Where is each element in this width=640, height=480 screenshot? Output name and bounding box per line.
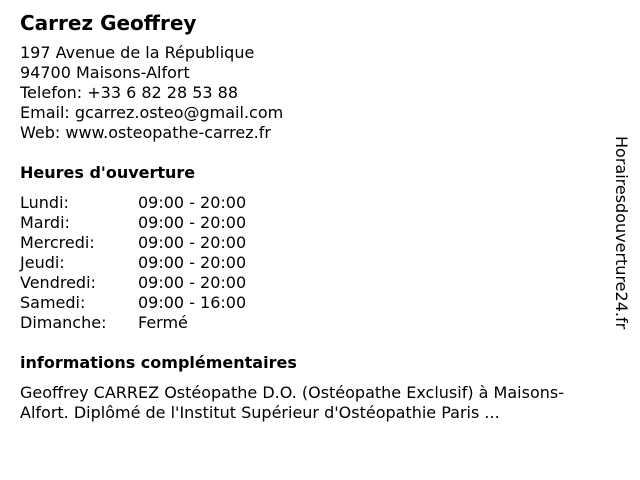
day-hours: 09:00 - 20:00 — [138, 233, 247, 252]
day-label: Vendredi: — [20, 273, 96, 292]
day-hours: 09:00 - 20:00 — [138, 213, 247, 232]
day-hours: Fermé — [138, 313, 188, 332]
business-name: Carrez Geoffrey — [20, 11, 197, 35]
business-card — [20, 10, 610, 423]
day-label: Samedi: — [20, 293, 86, 312]
info-heading: informations complémentaires — [20, 353, 297, 372]
email-line: Email: gcarrez.osteo@gmail.com — [20, 103, 284, 122]
hours-row-monday — [20, 193, 610, 213]
day-label: Mercredi: — [20, 233, 95, 252]
day-label: Lundi: — [20, 193, 69, 212]
web-line: Web: www.osteopathe-carrez.fr — [20, 123, 271, 142]
day-label: Jeudi: — [20, 253, 65, 272]
hours-row-wednesday — [20, 233, 610, 253]
hours-heading: Heures d'ouverture — [20, 163, 196, 182]
hours-row-tuesday — [20, 213, 610, 233]
hours-row-sunday — [20, 313, 610, 333]
contact-block — [20, 43, 610, 143]
day-hours: 09:00 - 20:00 — [138, 253, 247, 272]
info-text: Geoffrey CARREZ Ostéopathe D.O. (Ostéopathe Exclusif) à Maisons-Alfort. Diplômé de l'Institut Supérieur d'Ostéopathie Paris ... — [20, 383, 564, 422]
phone-line: Telefon: +33 6 82 28 53 88 — [20, 83, 239, 102]
site-watermark: Horairesdouverture24.fr — [612, 136, 631, 330]
day-hours: 09:00 - 20:00 — [138, 273, 247, 292]
hours-row-saturday — [20, 293, 610, 313]
hours-row-thursday — [20, 253, 610, 273]
day-label: Mardi: — [20, 213, 70, 232]
hours-table — [20, 193, 610, 333]
day-hours: 09:00 - 16:00 — [138, 293, 247, 312]
day-label: Dimanche: — [20, 313, 107, 332]
address-line-2: 94700 Maisons-Alfort — [20, 63, 190, 82]
day-hours: 09:00 - 20:00 — [138, 193, 247, 212]
address-line-1: 197 Avenue de la République — [20, 43, 255, 62]
hours-row-friday — [20, 273, 610, 293]
